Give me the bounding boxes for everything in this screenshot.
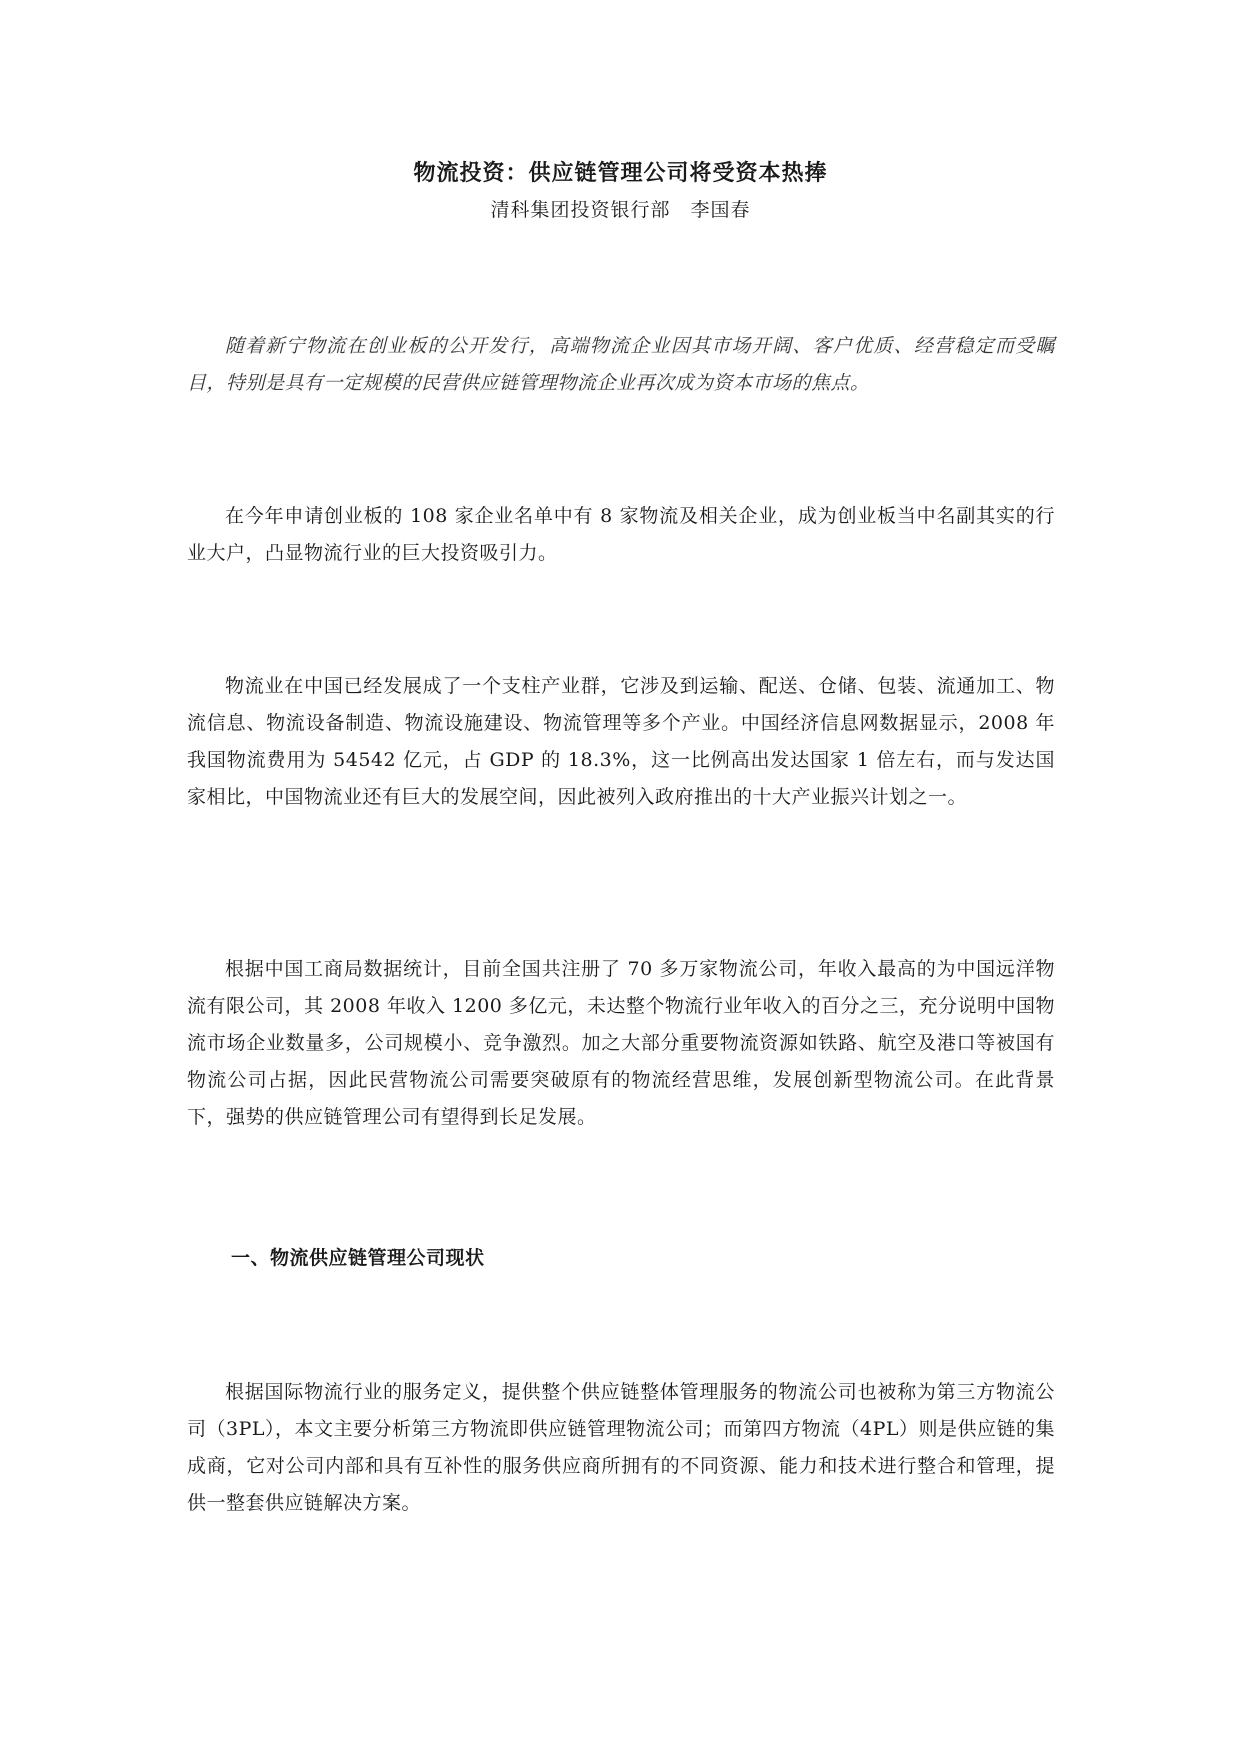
body-paragraph-3: 根据中国工商局数据统计，目前全国共注册了 70 多万家物流公司，年收入最高的为中国远洋物流有限公司，其 2008 年收入 1200 多亿元，未达整个物流行业年收入的百分之三，充分说明中国物流市场企业数量多，公司规模小、竞争激烈。加之大部分重要物流资源如铁路、航空及港口等被国有物流公司占据，因此民营物流公司需要突破原有的物流经营思维，发展创新型物流公司。在此背景下，强势的供应链管理公司有望得到长足发展。 [187,958,1055,1128]
body-paragraph-2: 物流业在中国已经发展成了一个支柱产业群，它涉及到运输、配送、仓储、包装、流通加工、物流信息、物流设备制造、物流设施建设、物流管理等多个产业。中国经济信息网数据显示，2008 年我国物流费用为 54542 亿元，占 GDP 的 18.3%，这一比例高出发达国家 1 倍左右，而与发达国家相比，中国物流业还有巨大的发展空间，因此被列入政府推出的十大产业振兴计划之一。 [187,675,1055,808]
section-heading: 一、物流供应链管理公司现状 [231,1247,485,1269]
section-paragraph: 根据国际物流行业的服务定义，提供整个供应链整体管理服务的物流公司也被称为第三方物流公司（3PL），本文主要分析第三方物流即供应链管理物流公司；而第四方物流（4PL）则是供应链的集成商，它对公司内部和具有互补性的服务供应商所拥有的不同资源、能力和技术进行整合和管理，提供一整套供应链解决方案。 [187,1381,1055,1514]
lead-paragraph: 随着新宁物流在创业板的公开发行，高端物流企业因其市场开阔、客户优质、经营稳定而受瞩目，特别是具有一定规模的民营供应链管理物流企业再次成为资本市场的焦点。 [187,335,1055,394]
body-paragraph-1: 在今年申请创业板的 108 家企业名单中有 8 家物流及相关企业，成为创业板当中名副其实的行业大户，凸显物流行业的巨大投资吸引力。 [187,505,1055,564]
document-byline: 清科集团投资银行部 李国春 [490,199,751,221]
document-title: 物流投资：供应链管理公司将受资本热捧 [413,160,828,186]
